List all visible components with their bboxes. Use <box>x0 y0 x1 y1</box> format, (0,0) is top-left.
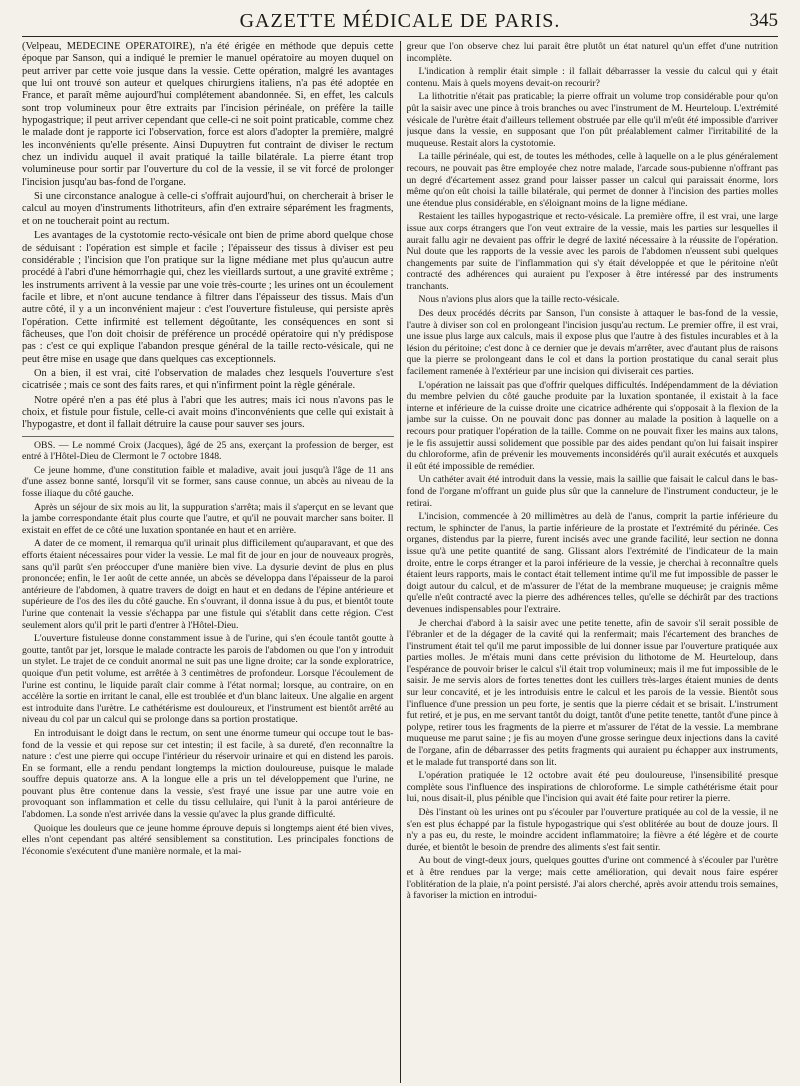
text-columns <box>22 41 778 1083</box>
paragraph: Les avantages de la cystotomie recto-vésicale ont bien de prime abord quelque chose de séduisant : l'opération est simple et facile ; l'épaisseur des tissus à diviser est peu considérable ; l'incision que l'on pratique sur la ligne médiane met plus qu'aucun autre procédé à l'abri d'une hémorrhagie qui, chez les vieillards surtout, a une gravité extrême ; les instruments arrivent à la vessie par une voie très-courte ; les urines ont un écoulement facile et libre, et n'ont aucune tendance à filtrer dans l'épaisseur des tissus. Mais d'un autre côté, il y a un inconvénient majeur : c'est l'ouverture fistuleuse, qui persiste après l'opération. Cette infirmité est tellement dégoûtante, les conséquences en sont si fâcheuses, que l'on doit choisir de préférence un procédé opératoire qui n'y prédispose pas : c'est ce qui explique l'abandon presque général de la taille recto-vésicale, qui ne peut être mise en usage que dans quelques cas exceptionnels. <box>22 230 394 365</box>
paragraph: Notre opéré n'en a pas été plus à l'abri que les autres; mais ici nous n'avons pas le choix, et fistule pour fistule, celle-ci avait moins d'inconvénients que celle qui existait à l'hypogastre, et dont il fallait détruire la cause pour sauver ses jours. <box>22 394 394 431</box>
page-header <box>22 10 778 37</box>
paragraph: OBS. — Le nommé Croix (Jacques), âgé de 25 ans, exerçant la profession de berger, est entré à l'Hôtel-Dieu de Clermont le 7 octobre 1848. <box>22 439 394 463</box>
paragraph: Nous n'avions plus alors que la taille recto-vésicale. <box>418 294 620 306</box>
paragraph: Après un séjour de six mois au lit, la suppuration s'arrêta; mais il s'aperçut en se levant que la jambe correspondante était plus courte que l'autre, et qu'il ne pouvait marcher sans boiter. Il existait en effet de ce côté une luxation spontanée en haut et en arrière. <box>22 501 394 536</box>
paragraph: Je cherchai d'abord à la saisir avec une petite tenette, afin de savoir s'il serait possible de l'ébranler et de la dégager de la cavité qui la renfermait; mais l'écartement des branches de l'instrument était tel qu'il me parut impossible de lui donner issue par l'ouverture pratiquée aux parties molles. Je m'étais muni dans cette prévision du lithotome de M. Heurteloup, dans l'espérance de pouvoir briser le calcul s'il était trop volumineux; mais il me fut impossible de le saisir. Je me servis alors de fortes tenettes dont les cuillers très-larges étaient munies de dents sur leur concavité, et je les introduisis entre le calcul et les parois de la vessie. Bientôt sous l'influence d'une pression un peu forte, je sentis que la pierre cédait et se brisait. L'instrument fut retiré, et je pus, en me servant tantôt du doigt, tantôt d'une petite tenette, tantôt d'une pince à polype, retirer tous les fragments de la pierre et m'assurer de l'état de la vessie. La membrane muqueuse me parut saine ; je fis au moyen d'une grosse seringue deux injections dans la cavité de l'organe, afin de débarrasser des petits fragments qui auraient pu échapper aux instruments, et le malade fut transporté dans son lit. <box>406 617 778 768</box>
left-column <box>22 41 401 1083</box>
paragraph: Restaient les tailles hypogastrique et recto-vésicale. La première offre, il est vrai, une large issue aux corps étrangers que l'on veut extraire de la vessie, mais les parties sur lesquelles il aurait fallu agir ne devaient pas offrir le degré de laxité nécessaire à la réussite de l'opération. Nul doute que les rapports de la vessie avec les parois de l'abdomen n'eussent subi quelques changements par suite de l'inflammation qui s'y était développée et que le péritoine n'eût contracté des adhérences qui auraient pu l'exposer à être intéressé par des instruments tranchants. <box>406 211 778 292</box>
paragraph: Dès l'instant où les urines ont pu s'écouler par l'ouverture pratiquée au col de la vessie, il ne s'en est plus échappé par la fistule hypogastrique qui s'est oblitérée au bout de douze jours. Il n'y a pas eu, du reste, le moindre accident inflammatoire; la fièvre a été légère et de courte durée, et bientôt le besoin de prendre des aliments s'est fait sentir. <box>406 807 778 853</box>
paragraph: On a bien, il est vrai, cité l'observation de malades chez lesquels l'ouverture s'est cicatrisée ; mais ce sont des faits rares, et qui n'infirment point la règle générale. <box>22 367 394 392</box>
paragraph: Des deux procédés décrits par Sanson, l'un consiste à attaquer le bas-fond de la vessie, l'autre à diviser son col en prolongeant l'incision jusqu'au rectum. Le premier offre, il est vrai, une issue plus large aux calculs, mais il expose plus que l'autre à des fistules incurables et à la lésion du péritoine; c'est donc à ce dernier que je devais m'arrêter, avec d'autant plus de raisons que la pierre se prolongeant dans le col et dans la portion prostatique du canal serait plus facilement ramenée à l'extérieur par une incision qui diviserait ces parties. <box>406 308 778 378</box>
paragraph: greur que l'on observe chez lui parait être plutôt un état naturel qu'un effet d'une nutrition incomplète. <box>406 41 778 64</box>
paragraph: L'indication à remplir était simple : il fallait débarrasser la vessie du calcul qui y était contenu. Mais à quels moyens devait-on recourir? <box>406 66 778 89</box>
paragraph: Un cathéter avait été introduit dans la vessie, mais la saillie que faisait le calcul dans le bas-fond de l'organe m'offrant un guide plus sûr que la cannelure de l'instrument conducteur, je le retirai. <box>406 474 778 509</box>
paragraph: L'ouverture fistuleuse donne constamment issue à de l'urine, qui s'en écoule tantôt goutte à goutte, tantôt par jet, lorsque le malade contracte les parois de l'abdomen ou que l'on y introduit un stylet. Le trajet de ce conduit anormal ne suit pas une ligne droite; car la sonde exploratrice, quoique d'un petit volume, est arrêtée à 3 centimètres de profondeur. Lorsque l'écoulement de l'urine est continu, le liquide paraît clair comme à l'état normal; lorsque, au contraire, on en accélère la sortie en irritant le canal, elle est troublée et d'un blanc laiteux. Une algalie en argent est introduite dans l'urètre. Le cathétérisme est douloureux, et l'instrument est bientôt arrêté au niveau du col par un calcul qui se prolonge dans sa portion prostatique. <box>22 633 394 726</box>
section-divider <box>22 436 394 437</box>
paragraph: Au bout de vingt-deux jours, quelques gouttes d'urine ont commencé à s'écouler par l'urètre et à être rendues par la verge; mais cette amélioration, qui devait nous faire espérer l'oblitération de la plaie, n'a point persisté. J'ai alors cherché, après avoir attendu trois semaines, à favoriser la miction en introdui- <box>406 855 778 902</box>
paragraph: Quoique les douleurs que ce jeune homme éprouve depuis si longtemps aient été bien vives, elles n'ont cependant pas altéré sensiblement sa constitution. Les principales fonctions de l'économie s'exécutent d'une manière normale, et la mai- <box>22 822 394 857</box>
paragraph: La taille périnéale, qui est, de toutes les méthodes, celle à laquelle on a le plus généralement recours, ne pouvait pas être employée chez notre malade, l'arcade sous-pubienne n'offrant pas un degré d'écartement assez grand pour laisser passer un calcul qui paraissait énorme, lors même qu'on eût choisi la taille bilatérale, qui permet de donner à l'incision des parties molles une étendue plus considérable, en s'éloignant moins de la ligne médiane. <box>406 151 778 209</box>
paragraph: En introduisant le doigt dans le rectum, on sent une énorme tumeur qui occupe tout le bas-fond de la vessie et qui repose sur cet intestin; il est facile, à sa dureté, d'en reconnaître la nature : c'est une pierre qui occupe l'intérieur du réservoir urinaire et qui en distend les parois. En se formant, elle a rendu pendant longtemps la miction douloureuse, puisque le malade souffre depuis quatorze ans. A la longue elle a pris un tel développement que l'urine, ne pouvant plus être contenue dans la vessie, s'est frayé une issue par une autre voie en provoquant son inflammation et celle du tissu cellulaire, qui l'unit à la paroi antérieure de l'abdomen. La sonde n'est arrivée dans la vessie qu'avec la plus grande difficulté. <box>22 727 394 821</box>
paragraph: (Velpeau, MÉDECINE OPÉRATOIRE), n'a été érigée en méthode que depuis cette époque par Sanson, qui a indiqué le premier le manuel opératoire au moyen duquel on peut arriver par cette voie jusque dans la vessie. Cette opération, malgré les avantages que lui ont trouvé son auteur et quelques chirurgiens italiens, n'a pas été adoptée en France, et paraît même aujourd'hui complétement abandonnée. Si, en effet, les calculs sont trop volumineux pour être extraits par l'incision périnéale, on préfère la taille hypogastrique; il peut arriver cependant que celle-ci ne soit point praticable, comme chez le malade dont je rapporte ici l'observation, force est alors d'adopter la première, malgré les inconvénients qu'elle présente. Ainsi Dupuytren fut contraint de diviser le rectum chez un individu auquel il avait pratiqué la taille bilatérale. La pierre étant trop volumineuse pour sortir par l'ouverture du col de la vessie, il se vit forcé de prolonger l'incision jusqu'au bas-fond de l'organe. <box>22 41 394 188</box>
right-column <box>407 41 779 1083</box>
paragraph: Ce jeune homme, d'une constitution faible et maladive, avait joui jusqu'à l'âge de 11 ans d'une assez bonne santé, lorsqu'il vit se former, sans cause connue, un abcès au niveau de la fosse iliaque du côté gauche. <box>22 464 394 500</box>
paragraph: A dater de ce moment, il remarqua qu'il urinait plus difficilement qu'auparavant, et que des efforts étaient nécessaires pour vider la vessie. Le mal fit de jour en jour de nouveaux progrès, sans qu'il parût s'en préoccuper d'une manière bien vive. La dysurie devint de plus en plus prononcée; enfin, le 1er août de cette année, un abcès se développa dans l'épaisseur de la paroi antérieure de l'abdomen, à quatre travers de doigt en haut et en dedans de l'épine antérieure et supérieure de l'os des iles du côté gauche. En s'ouvrant, il donna issue à du pus, et bientôt toute l'urine que contenait la vessie s'échappa par une fistule qui s'établit dans cette région. C'est seulement alors qu'il prit le parti d'entrer à l'Hôtel-Dieu. <box>22 538 394 631</box>
paragraph: Si une circonstance analogue à celle-ci s'offrait aujourd'hui, on chercherait à briser le calcul au moyen d'instruments lithotriteurs, afin d'en extraire séparément les fragments, et on ne toucherait point au rectum. <box>22 191 394 227</box>
journal-title: GAZETTE MÉDICALE DE PARIS. <box>239 10 561 32</box>
paragraph: L'incision, commencée à 20 millimètres au delà de l'anus, comprit la partie inférieure du rectum, le sphincter de l'anus, la partie inférieure de la prostate et l'extrémité du périnée. Ces organes, distendus par la pierre, furent incisés avec une grande facilité, leur section ne donna issue qu'à une petite quantité de sang. Glissant alors l'extrémité de l'indicateur de la main droite, entre le corps étranger et la paroi inférieure de la vessie, je cherchai à reconnaître quels étaient leurs rapports, mais le contact était tellement intime qu'il me fut impossible de passer le doigt autour du calcul, et de m'assurer de l'état de la membrane muqueuse; je craignis même qu'elle n'eût contracté avec la pierre des adhérences telles, qu'elle se déchirât par des tractions devenues indispensables pour l'extraire. <box>406 511 778 615</box>
paragraph: L'opération ne laissait pas que d'offrir quelques difficultés. Indépendamment de la déviation du membre pelvien du côté gauche produite par la luxation spontanée, il existait à la face interne et inférieure de la cuisse droite une cicatrice adhérente qui s'opposait à la flexion de la jambe sur la cuisse. On ne pouvait donc pas donner au malade la position à laquelle on a recours pour pratiquer l'opération de la taille. Comme on ne pouvait fixer les mains aux talons, je le fis assujettir aussi solidement que possible par des aides pendant qu'on lui faisait inspirer du chloroforme, afin de prévenir les mouvements inconsidérés qu'il aurait exécutés et auxquels il eût été impossible de remédier. <box>406 379 778 472</box>
paragraph: L'opération pratiquée le 12 octobre avait été peu douloureuse, l'insensibilité presque complète sous l'influence des inspirations de chloroforme. Le simple cathétérisme était pour lui, nous disait-il, plus pénible que l'incision qui avait été faite pour retirer la pierre. <box>406 770 778 805</box>
page-number: 345 <box>749 10 778 31</box>
paragraph: La lithotritie n'était pas praticable; la pierre offrait un volume trop considérable pour qu'on pût la saisir avec une pince à trois branches ou avec l'instrument de M. Heurteloup. L'extrémité vésicale de l'urètre était d'ailleurs tellement obstruée par elle qu'il m'eût été impossible d'arriver jusque dans la vessie, en supposant que l'on pût préalablement calmer l'irritabilité de la muqueuse. Restait alors la cystotomie. <box>406 91 778 149</box>
